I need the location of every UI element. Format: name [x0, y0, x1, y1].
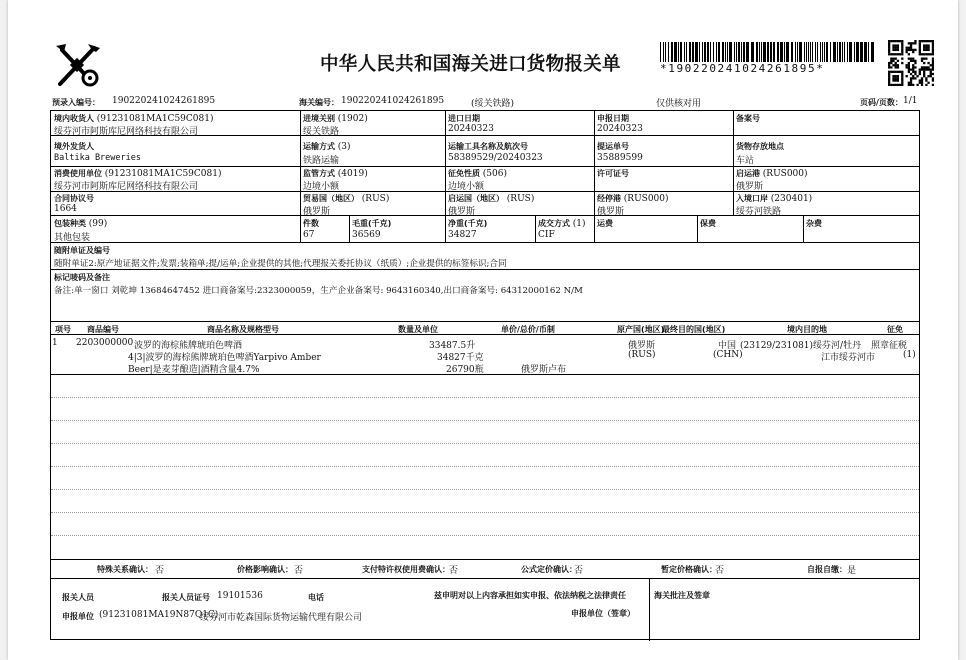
- declarant-label: 报关人员: [62, 593, 94, 602]
- provisional-label: 暂定价格确认：: [661, 565, 717, 574]
- item-levy-line1: 照章征税: [871, 341, 908, 351]
- phone-label: 电话: [308, 593, 324, 602]
- item-origin-name: 俄罗斯: [628, 341, 656, 351]
- net-label: 净重(千克): [448, 219, 488, 228]
- preentry-value: 190220241024261895: [112, 96, 216, 106]
- barcode-icon: [658, 42, 876, 62]
- transit-port-label: 经停港 (RUS000): [597, 194, 669, 204]
- item-dest-name: 中国: [718, 341, 737, 351]
- insurance-label: 保费: [700, 219, 716, 228]
- storage-value: 车站: [736, 156, 755, 166]
- form-title: 中华人民共和国海关进口货物报关单: [320, 54, 621, 75]
- royalty-value: 否: [449, 566, 459, 576]
- self-declare-label: 自报自缴：: [807, 565, 847, 574]
- transport-label: 运输方式 (3): [303, 142, 351, 152]
- item-currency: 俄罗斯卢布: [521, 365, 567, 375]
- bill-label: 提运单号: [597, 142, 629, 151]
- customs-emblem-icon: [52, 40, 104, 92]
- price-impact-label: 价格影响确认：: [237, 565, 293, 574]
- declaring-unit-name: 绥芬河市乾森国际货物运输代理有限公司: [200, 613, 363, 623]
- item-name-line1: 波罗的海棕熊牌琥珀色啤酒: [134, 341, 243, 351]
- declarant-cert-label: 报关人员证号: [162, 593, 210, 602]
- entry-port-name: 绥芬河铁路: [736, 207, 782, 217]
- import-date-value: 20240323: [448, 124, 494, 134]
- item-domestic-line2: 江市绥芬河市: [821, 353, 876, 363]
- declare-date-label: 申报日期: [597, 114, 629, 123]
- deal-code: (1): [572, 219, 586, 229]
- declarant-cert-value: 19101536: [217, 591, 263, 601]
- misc-label: 杂费: [806, 219, 822, 228]
- item-header-price: 单价/总价/币制: [501, 325, 555, 334]
- docs-label: 随附单证及编号: [54, 246, 110, 255]
- supervision-label: 监管方式 (4019): [303, 169, 368, 179]
- consumer-label: 消费使用单位 (91231081MA1C59C081): [54, 169, 222, 179]
- entry-port-code: (230401): [770, 194, 813, 204]
- item-dest-code: (CHN): [713, 350, 743, 360]
- contract-value: 1664: [54, 204, 77, 214]
- page-value: 1/1: [903, 96, 918, 106]
- price-impact-value: 否: [294, 566, 304, 576]
- item-name-line3: Beer|是麦芽酿造|酒精含量4.7%: [128, 365, 260, 375]
- transport-name: 铁路运输: [303, 156, 340, 166]
- depart-port-code: (RUS000): [762, 169, 808, 179]
- consignee-name: 绥芬河市阿斯库尼网络科技有限公司: [54, 127, 199, 137]
- item-header-dest: 最终目的国(地区): [662, 325, 726, 334]
- storage-label: 货物存放地点: [736, 142, 784, 151]
- pieces-label: 件数: [303, 219, 319, 228]
- item-header-name: 商品名称及规格型号: [207, 325, 279, 334]
- shipper-label: 境外发货人: [54, 142, 94, 151]
- vehicle-value: 58389529/20240323: [448, 153, 543, 163]
- supervision-name: 边境小额: [303, 182, 340, 192]
- entry-port-label: 入境口岸 (230401): [736, 194, 813, 204]
- verify-note: 仅供核对用: [656, 99, 702, 109]
- net-value: 34827: [448, 230, 477, 240]
- consignee-label: 境内收货人 (91231081MA1C59C081): [54, 114, 214, 124]
- customs-note-label: 海关批注及签章: [654, 591, 710, 600]
- item-qty2: 34827千克: [437, 353, 484, 363]
- shipper-name: Baltika Breweries: [54, 153, 141, 163]
- item-header-code: 商品编号: [87, 325, 119, 334]
- freight-label: 运费: [597, 219, 613, 228]
- supervision-code: (4019): [337, 169, 368, 179]
- package-name: 其他包装: [54, 233, 91, 243]
- item-code: 2203000000: [76, 338, 134, 348]
- consumer-name: 绥芬河市阿斯库尼网络科技有限公司: [54, 182, 199, 192]
- customs-no-value: 190220241024261895: [341, 96, 445, 106]
- declaration-form: [8, 0, 958, 660]
- package-code: (99): [88, 219, 108, 229]
- package-label: 包装种类 (99): [54, 219, 108, 229]
- item-name-line2: 4|3|波罗的海棕熊牌琥珀色啤酒Yarpivo Amber: [128, 353, 321, 363]
- page-label: 页码/页数：: [860, 98, 903, 107]
- transit-port-name: 俄罗斯: [597, 207, 625, 217]
- trade-country-label: 贸易国（地区） (RUS): [303, 194, 390, 204]
- transit-port-code: (RUS000): [623, 194, 669, 204]
- customs-no-label: 海关编号：: [299, 98, 339, 107]
- trade-country-code: (RUS): [361, 194, 390, 204]
- royalty-label: 支付特许权使用费确认：: [362, 565, 450, 574]
- contract-label: 合同协议号: [54, 194, 94, 203]
- docs-value: 随附单证2:原产地证据文件;发票;装箱单;提/运单;企业提供的其他;代理报关委托协议（纸质）;企业提供的标签标识;合同: [54, 259, 507, 269]
- pieces-value: 67: [303, 230, 315, 240]
- deal-value: CIF: [538, 230, 555, 240]
- formula-label: 公式定价确认：: [521, 565, 577, 574]
- origin-country-code: (RUS): [506, 194, 535, 204]
- seal-label: 申报单位（签章）: [571, 609, 635, 618]
- provisional-value: 否: [715, 566, 725, 576]
- marks-label: 标记唛码及备注: [54, 273, 110, 282]
- transport-code: (3): [337, 142, 351, 152]
- self-declare-value: 是: [847, 566, 857, 576]
- trade-country-name: 俄罗斯: [303, 207, 331, 217]
- bill-value: 35889599: [597, 153, 643, 163]
- levy-label: 征免性质 (506): [448, 169, 507, 179]
- item-domestic-line1: (23129/231081)绥芬河/牡丹: [740, 341, 862, 351]
- vehicle-label: 运输工具名称及航次号: [448, 142, 528, 151]
- form-grid: [50, 110, 920, 640]
- declare-date-value: 20240323: [597, 124, 643, 134]
- special-relation-value: 否: [155, 566, 165, 576]
- levy-code: (506): [482, 169, 507, 179]
- special-relation-label: 特殊关系确认：: [97, 565, 153, 574]
- item-qty3: 26790瓶: [446, 365, 484, 375]
- preentry-label: 预录入编号：: [52, 98, 100, 107]
- item-origin-code: (RUS): [628, 350, 656, 360]
- deal-label: 成交方式 (1): [538, 219, 586, 229]
- license-label: 许可证号: [597, 169, 629, 178]
- item-qty1: 33487.5升: [429, 341, 476, 351]
- import-date-label: 进口日期: [448, 114, 480, 123]
- item-no: 1: [52, 338, 58, 348]
- entry-customs-code: (1902): [337, 114, 368, 124]
- item-levy-line2: (1): [903, 350, 916, 360]
- item-header-qty: 数量及单位: [398, 325, 438, 334]
- item-header-origin: 原产国(地区): [617, 325, 665, 334]
- marks-value: 备注:单一窗口 刘乾坤 13684647452 进口商备案号:2323000059，生产企业备案号: 9643160340,出口商备案号: 64312000162 N/M: [54, 286, 583, 296]
- origin-country-label: 启运国（地区） (RUS): [448, 194, 535, 204]
- record-no-label: 备案号: [736, 114, 760, 123]
- origin-country-name: 俄罗斯: [448, 207, 476, 217]
- depart-port-label: 启运港 (RUS000): [736, 169, 808, 179]
- gross-label: 毛重(千克): [352, 219, 392, 228]
- gross-value: 36569: [352, 230, 381, 240]
- barcode-number: *190220241024261895*: [660, 62, 825, 75]
- item-header-domestic: 境内目的地: [787, 325, 827, 334]
- formula-value: 否: [574, 566, 584, 576]
- declaring-unit-code: (91231081MA19N87Q1C): [99, 610, 219, 620]
- levy-name: 边境小额: [448, 182, 485, 192]
- item-header-no: 项号: [55, 325, 71, 334]
- declaration-text: 兹申明对以上内容承担如实申报、依法纳税之法律责任: [434, 591, 626, 600]
- depart-port-name: 俄罗斯: [736, 182, 764, 192]
- consignee-code: (91231081MA1C59C081): [96, 114, 214, 124]
- entry-customs-label: 进境关别 (1902): [303, 114, 368, 124]
- customs-place: (绥关铁路): [471, 99, 515, 109]
- entry-customs-name: 绥关铁路: [303, 127, 340, 137]
- declaring-unit-label: 申报单位: [62, 612, 94, 621]
- consumer-code: (91231081MA1C59C081): [104, 169, 222, 179]
- qr-code-icon: [888, 40, 934, 86]
- item-header-levy: 征免: [887, 325, 903, 334]
